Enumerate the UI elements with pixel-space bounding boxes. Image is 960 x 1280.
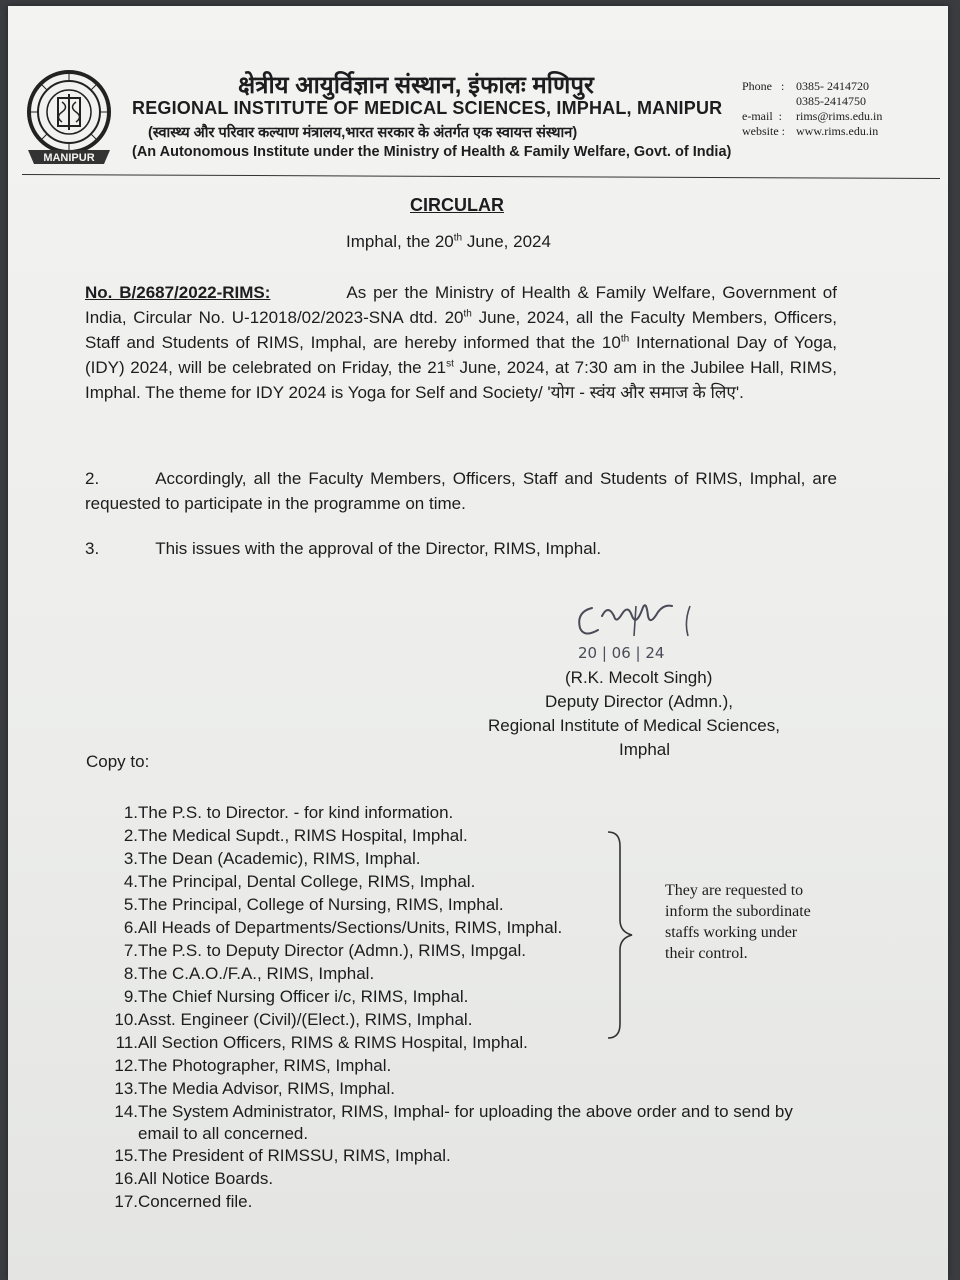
circular-paragraph-1: No. B/2687/2022-RIMS: As per the Ministry of Health & Family Welfare, Government of India, Circular No. U-12018/02/2023-SNA dtd. 20th June, 2024, all the Faculty Members, Officers, Staff and Students of RIMS, Imphal, are hereby informed that the 10th International Day of Yoga, (IDY) 2024, will be celebrated on Friday, the 21st June, 2024, at 7:30 am in the Jubilee Hall, RIMS, Imphal. The theme for IDY 2024 is Yoga for Self and Society/ 'योग - स्वंय और समाज के लिए'. [85, 283, 837, 402]
list-item: 12. The Photographer, RIMS, Imphal. [114, 1056, 392, 1075]
copy-to-label: Copy to: [86, 752, 150, 771]
rims-logo-emblem [22, 66, 116, 174]
list-item: 8. The C.A.O./F.A., RIMS, Imphal. [123, 964, 375, 983]
svg-text:MANIPUR: MANIPUR [43, 152, 95, 164]
list-item: 17. Concerned file. [114, 1192, 253, 1211]
institute-subtitle-hindi: (स्वास्थ्य और परिवार कल्याण मंत्रालय,भारत सरकार के अंतर्गत एक स्वायत्त संस्थान) [148, 125, 578, 141]
signatory-place: Imphal [619, 740, 671, 759]
list-item: 16. All Notice Boards. [114, 1169, 274, 1188]
signatory-name: (R.K. Mecolt Singh) [565, 668, 713, 687]
list-item: 1. The P.S. to Director. - for kind information. [123, 803, 454, 822]
institute-name-hindi: क्षेत्रीय आयुर्विज्ञान संस्थान, इंफालः मणिपुर [238, 72, 594, 99]
document-page [8, 6, 948, 1280]
list-item: 4. The Principal, Dental College, RIMS, Imphal. [123, 872, 476, 891]
list-item: 14. The System Administrator, RIMS, Imphal- for uploading the above order and to send by email to all concerned. [114, 1102, 793, 1143]
bracket-note: They are requested to inform the subordinate staffs working under their control. [665, 882, 811, 962]
phone-number-2: 0385-2414750 [796, 94, 866, 108]
header-divider [22, 174, 940, 179]
institute-name-english: REGIONAL INSTITUTE OF MEDICAL SCIENCES, IMPHAL, MANIPUR [132, 98, 723, 118]
circular-title: CIRCULAR [410, 195, 504, 215]
list-item: 5. The Principal, College of Nursing, RIMS, Imphal. [123, 895, 504, 914]
curly-brace [606, 830, 636, 1040]
list-item: 9. The Chief Nursing Officer i/c, RIMS, Imphal. [123, 987, 469, 1006]
signatory-institute: Regional Institute of Medical Sciences, [488, 716, 780, 735]
list-item: 7. The P.S. to Deputy Director (Admn.), RIMS, Impgal. [123, 941, 526, 960]
circular-date: Imphal, the 20th June, 2024 [346, 232, 551, 251]
list-item: 2. The Medical Supdt., RIMS Hospital, Imphal. [123, 826, 468, 845]
email-label: e-mail : [742, 109, 782, 123]
list-item: 10. Asst. Engineer (Civil)/(Elect.), RIMS, Imphal. [114, 1010, 473, 1029]
circular-paragraph-2: 2. Accordingly, all the Faculty Members, Officers, Staff and Students of RIMS, Imphal, are requested to participate in the programme on time. [85, 469, 837, 513]
list-item: 13. The Media Advisor, RIMS, Imphal. [114, 1079, 395, 1098]
email-address: rims@rims.edu.in [796, 109, 883, 123]
svg-text:20 | 06 | 24: 20 | 06 | 24 [578, 644, 665, 662]
signatory-designation: Deputy Director (Admn.), [545, 692, 733, 711]
list-item: 6. All Heads of Departments/Sections/Units, RIMS, Imphal. [123, 918, 563, 937]
phone-number-1: 0385- 2414720 [796, 79, 869, 93]
list-item: 15. The President of RIMSSU, RIMS, Imphal. [114, 1146, 451, 1165]
website-url: www.rims.edu.in [796, 124, 879, 138]
website-label: website : [742, 124, 785, 138]
circular-paragraph-3: 3. This issues with the approval of the Director, RIMS, Imphal. [85, 539, 602, 558]
list-item: 3. The Dean (Academic), RIMS, Imphal. [123, 849, 421, 868]
phone-label: Phone : [742, 79, 785, 93]
reference-number: No. B/2687/2022-RIMS: [85, 283, 271, 302]
handwritten-signature [564, 596, 744, 664]
institute-subtitle-english: (An Autonomous Institute under the Ministry of Health & Family Welfare, Govt. of India) [132, 144, 732, 160]
copy-to-list [108, 802, 828, 1214]
list-item: 11. All Section Officers, RIMS & RIMS Hospital, Imphal. [115, 1033, 528, 1052]
